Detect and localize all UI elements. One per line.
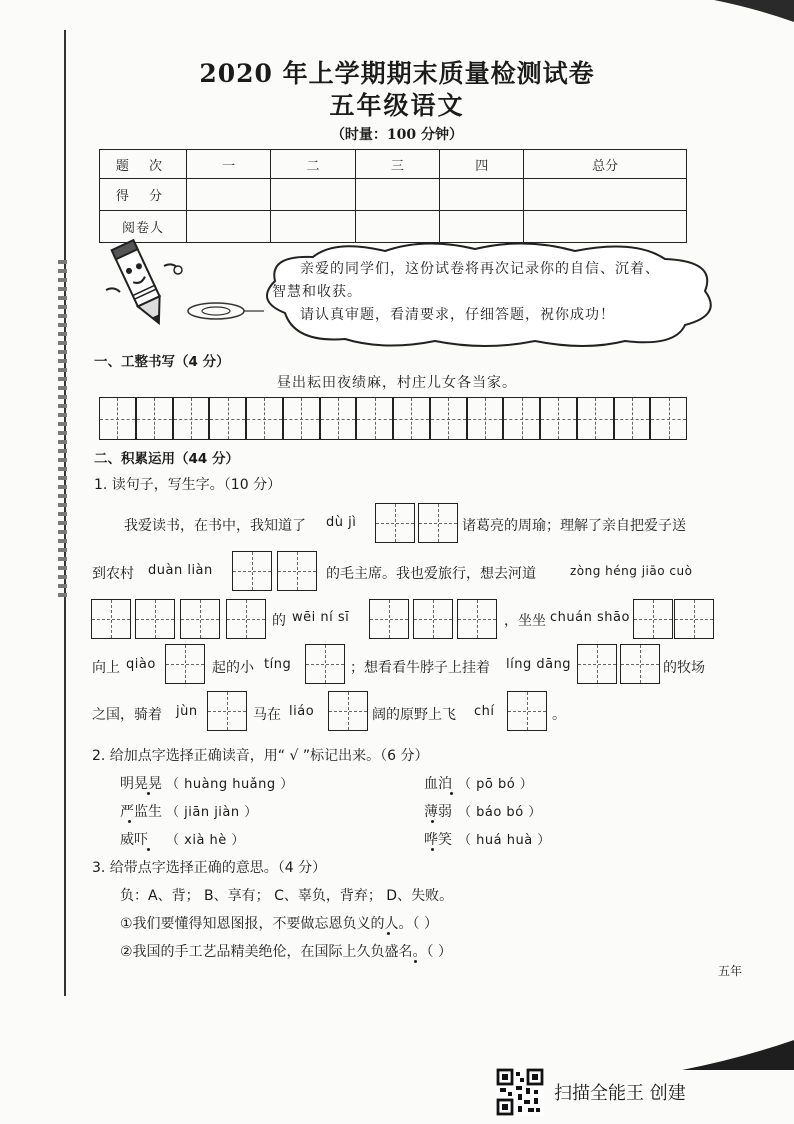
- q2-word-2: 严监生: [120, 804, 162, 820]
- exam-time: （时量：100 分钟）: [330, 127, 464, 143]
- q1-pinyin-5: chuán shāo: [550, 610, 630, 625]
- char-box[interactable]: [226, 599, 266, 639]
- q1-pinyin-1: dù jì: [326, 515, 357, 530]
- col-4: 四: [440, 150, 524, 179]
- char-box[interactable]: [207, 691, 247, 731]
- q1-pinyin-9: jùn: [176, 704, 198, 719]
- pencil-mascot-icon: [98, 232, 188, 332]
- q1-text-5c: 阔的原野上飞: [372, 707, 456, 723]
- q1-pinyin-10: liáo: [289, 704, 315, 719]
- grader-cell[interactable]: [524, 211, 687, 243]
- grader-cell[interactable]: [355, 211, 439, 243]
- qr-code-icon: [496, 1068, 544, 1116]
- emphasis-dot: [450, 792, 453, 795]
- section1-heading: 一、工整书写（4 分）: [94, 354, 230, 370]
- q1-pinyin-2: duàn liàn: [148, 563, 213, 578]
- q2-word-6: 哗笑: [424, 832, 452, 848]
- q1-text-5b: 马在: [253, 707, 281, 723]
- q1-pinyin-6: qiào: [126, 657, 156, 672]
- q1-pinyin-8: líng dāng: [506, 657, 572, 672]
- char-box[interactable]: [91, 599, 131, 639]
- exam-title: 2020 年上学期期末质量检测试卷: [199, 59, 595, 88]
- scan-shadow-bottom: [682, 1040, 794, 1070]
- col-1: 一: [187, 150, 271, 179]
- char-box[interactable]: [277, 551, 317, 591]
- q1-text-2b: 的毛主席。我也爱旅行，想去河道: [326, 566, 536, 582]
- char-box[interactable]: [305, 644, 345, 684]
- scanner-watermark: 扫描全能王 创建: [554, 1083, 686, 1104]
- q3-title: 3. 给带点字选择正确的意思。（4 分）: [92, 860, 327, 876]
- grader-cell[interactable]: [440, 211, 524, 243]
- emphasis-dot: [147, 848, 150, 851]
- grader-cell[interactable]: [271, 211, 355, 243]
- score-cell[interactable]: [187, 179, 271, 211]
- seal-oval-icon: [186, 300, 266, 322]
- char-box[interactable]: [457, 599, 497, 639]
- row-label-score: 得 分: [100, 179, 187, 211]
- q3-item-1: ①我们要懂得知恩图报，不要做忘恩负义的人。（ ）: [120, 916, 438, 932]
- q1-text-5d: 。: [552, 707, 566, 723]
- poem-line: 昼出耘田夜绩麻，村庄儿女各当家。: [277, 375, 517, 391]
- q1-pinyin-3: zòng héng jiāo cuò: [570, 564, 693, 578]
- char-box[interactable]: [577, 644, 617, 684]
- char-box[interactable]: [328, 691, 368, 731]
- col-total: 总分: [524, 150, 687, 179]
- q1-pinyin-4: wēi ní sī: [292, 610, 350, 625]
- q2-word-1: 明晃晃: [120, 776, 162, 792]
- q2-options-2: （ jiān jiàn ）: [166, 805, 258, 820]
- emphasis-dot: [147, 792, 150, 795]
- col-3: 三: [355, 150, 439, 179]
- char-box[interactable]: [674, 599, 714, 639]
- q1-text-3b: ，坐坐: [504, 613, 546, 629]
- emphasis-dot: [431, 820, 434, 823]
- q3-item-2: ②我国的手工艺品精美绝伦，在国际上久负盛名。（ ）: [120, 944, 452, 960]
- q2-options-3: （ xià hè ）: [166, 833, 245, 848]
- exam-subtitle: 五年级语文: [329, 91, 465, 120]
- q1-text-1b: 诸葛亮的周瑜；理解了亲自把爱子送: [462, 518, 686, 534]
- q2-word-5: 薄弱: [424, 804, 452, 820]
- q1-pinyin-7: tíng: [264, 657, 292, 672]
- handwriting-grid[interactable]: [99, 397, 687, 440]
- q2-options-6: （ huá huà ）: [458, 833, 551, 848]
- q3-options: 负：A、背； B、享有； C、辜负，背弃； D、失败。: [120, 888, 454, 904]
- q1-text-4b: 起的小: [212, 660, 254, 676]
- emphasis-dot: [431, 848, 434, 851]
- greeting-line-3: 请认真审题，看清要求，仔细答题，祝你成功！: [300, 307, 615, 323]
- q1-text-3a: 的: [272, 613, 286, 629]
- q2-title: 2. 给加点字选择正确读音，用“ √ ”标记出来。（6 分）: [92, 748, 429, 764]
- char-box[interactable]: [413, 599, 453, 639]
- q1-text-2a: 到农村: [92, 566, 134, 582]
- q2-options-4: （ pō bó ）: [458, 777, 534, 792]
- score-cell[interactable]: [524, 179, 687, 211]
- char-box[interactable]: [369, 599, 409, 639]
- emphasis-dot: [387, 932, 390, 935]
- char-box[interactable]: [375, 503, 415, 543]
- score-table: [99, 149, 687, 243]
- margin-right-text: 五年: [718, 964, 743, 978]
- emphasis-dot: [414, 960, 417, 963]
- section2-heading: 二、积累运用（44 分）: [94, 451, 239, 467]
- char-box[interactable]: [620, 644, 660, 684]
- row-label-grader: 阅卷人: [100, 211, 187, 243]
- q2-word-4: 血泊: [424, 776, 452, 792]
- q2-options-1: （ huàng huǎng ）: [166, 777, 294, 792]
- char-box[interactable]: [418, 503, 458, 543]
- scan-shadow-top: [714, 0, 794, 22]
- q1-text-4a: 向上: [92, 660, 120, 676]
- q2-word-3: 威吓: [120, 832, 148, 848]
- row-label-question: 题 次: [100, 150, 187, 179]
- greeting-line-1: 亲爱的同学们，这份试卷将再次记录你的自信、沉着、: [300, 261, 660, 277]
- q1-text-5a: 之国，骑着: [92, 707, 162, 723]
- char-box[interactable]: [135, 599, 175, 639]
- char-box[interactable]: [180, 599, 220, 639]
- binding-seal-text: [54, 255, 72, 795]
- q1-title: 1. 读句子，写生字。（10 分）: [94, 477, 282, 493]
- emphasis-dot: [128, 820, 131, 823]
- q1-pinyin-11: chí: [474, 704, 495, 719]
- q2-options-5: （ báo bó ）: [458, 805, 542, 820]
- q1-text-1a: 我爱读书，在书中，我知道了: [124, 518, 306, 534]
- score-cell[interactable]: [355, 179, 439, 211]
- char-box[interactable]: [232, 551, 272, 591]
- char-box[interactable]: [507, 691, 547, 731]
- char-box[interactable]: [633, 599, 673, 639]
- char-box[interactable]: [165, 644, 205, 684]
- greeting-line-2: 智慧和收获。: [272, 284, 362, 300]
- score-cell[interactable]: [440, 179, 524, 211]
- q1-text-4c: ；想看看牛脖子上挂着: [350, 660, 490, 676]
- score-cell[interactable]: [271, 179, 355, 211]
- q1-text-4d: 的牧场: [663, 660, 705, 676]
- col-2: 二: [271, 150, 355, 179]
- grader-cell[interactable]: [187, 211, 271, 243]
